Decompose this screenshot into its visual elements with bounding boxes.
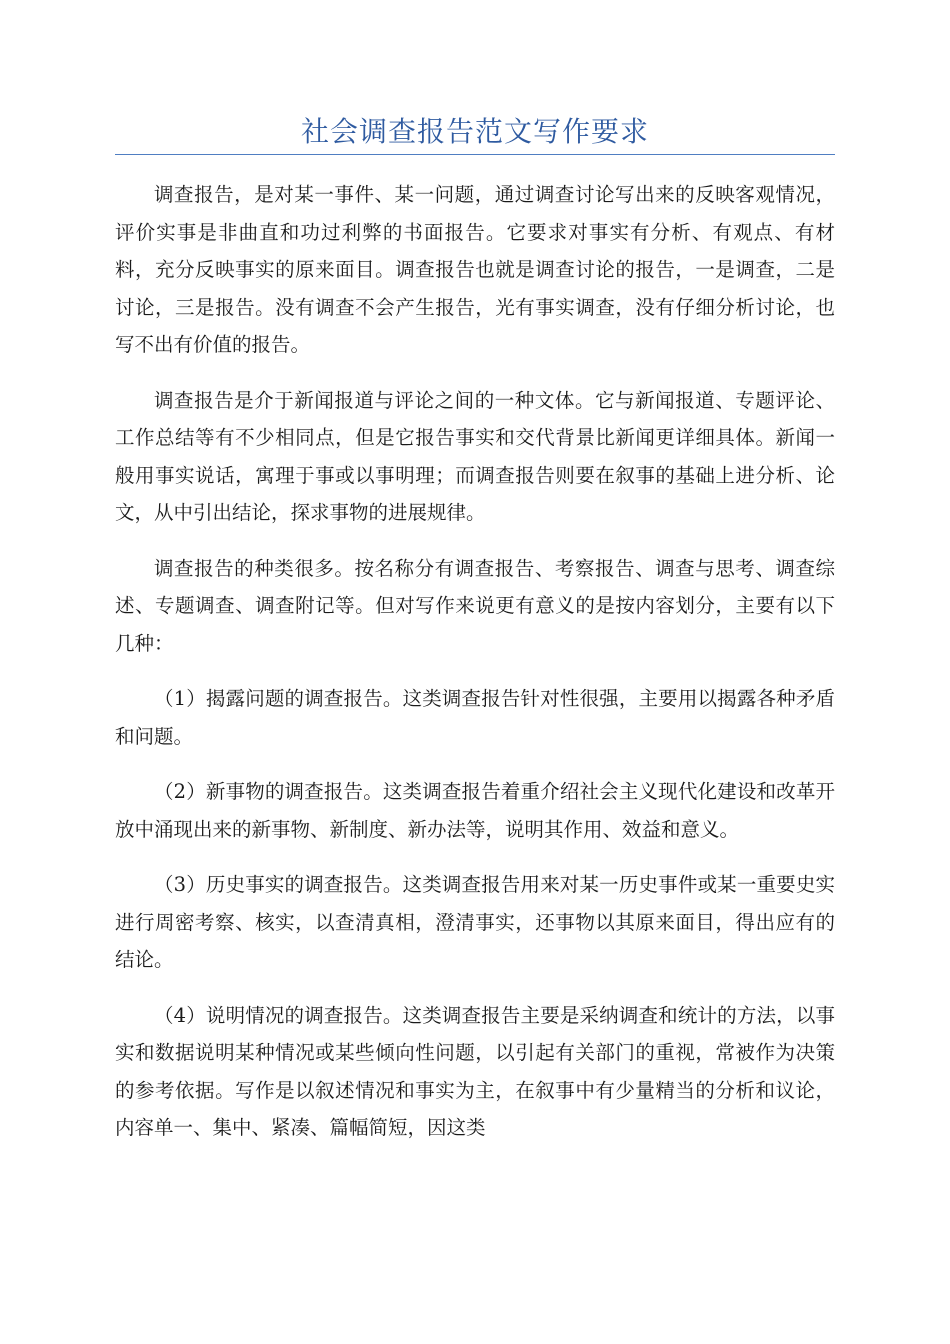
document-body: [115, 176, 835, 1165]
paragraph-type-4: （4）说明情况的调查报告。这类调查报告主要是采纳调查和统计的方法，以事实和数据说明某种情况或某些倾向性问题，以引起有关部门的重视，常被作为决策的参考依据。写作是以叙述情况和事实为主，在叙事中有少量精当的分析和议论，内容单一、集中、紧凑、篇幅简短，因这类: [115, 1003, 835, 1139]
paragraph-definition: 调查报告，是对某一事件、某一问题，通过调查讨论写出来的反映客观情况，评价实事是非曲直和功过利弊的书面报告。它要求对事实有分析、有观点、有材料，充分反映事实的原来面目。调查报告也就是调查讨论的报告，一是调查，二是讨论，三是报告。没有调查不会产生报告，光有事实调查，没有仔细分析讨论，也写不出有价值的报告。: [115, 183, 835, 356]
paragraph-genre: 调查报告是介于新闻报道与评论之间的一种文体。它与新闻报道、专题评论、工作总结等有不少相同点，但是它报告事实和交代背景比新闻更详细具体。新闻一般用事实说话，寓理于事或以事明理；而调查报告则要在叙事的基础上进分析、论文，从中引出结论，探求事物的进展规律。: [115, 388, 835, 524]
paragraph-type-2: （2）新事物的调查报告。这类调查报告着重介绍社会主义现代化建设和改革开放中涌现出来的新事物、新制度、新办法等，说明其作用、效益和意义。: [115, 780, 835, 841]
paragraph-types: 调查报告的种类很多。按名称分有调查报告、考察报告、调查与思考、调查综述、专题调查、调查附记等。但对写作来说更有意义的是按内容划分，主要有以下几种：: [115, 556, 835, 655]
title-underline: [115, 154, 835, 155]
paragraph-type-1: （1）揭露问题的调查报告。这类调查报告针对性很强，主要用以揭露各种矛盾和问题。: [115, 687, 835, 748]
paragraph-type-3: （3）历史事实的调查报告。这类调查报告用来对某一历史事件或某一重要史实进行周密考察、核实，以查清真相，澄清事实，还事物以其原来面目，得出应有的结论。: [115, 873, 835, 971]
document-title: 社会调查报告范文写作要求: [300, 115, 649, 148]
